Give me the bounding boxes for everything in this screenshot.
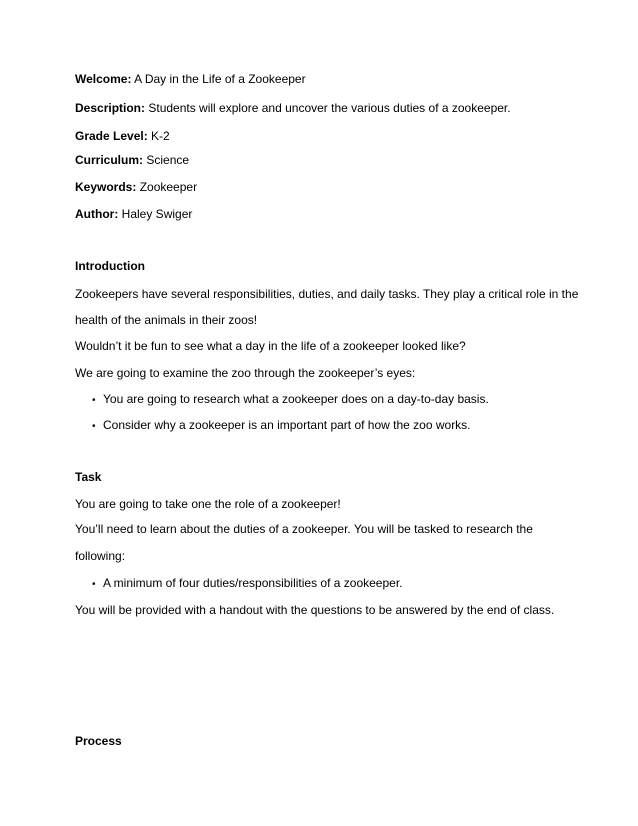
bullet-text: Consider why a zookeeper is an important part of how the zoo works. <box>103 418 471 432</box>
introduction-line: health of the animals in their zoos! <box>75 313 258 327</box>
task-closing-line: You will be provided with a handout with the questions to be answered by the end of class. <box>75 603 555 617</box>
task-line: You are going to take one the role of a zookeeper! <box>75 497 341 511</box>
description-row <box>75 101 511 115</box>
welcome-label: Welcome: <box>75 72 132 86</box>
introduction-line: We are going to examine the zoo through the zookeeper’s eyes: <box>75 366 416 380</box>
task-line: following: <box>75 549 126 563</box>
task-line: You’ll need to learn about the duties of a zookeeper. You will be tasked to research the <box>75 522 533 536</box>
introduction-bullet-item <box>92 418 471 434</box>
curriculum-label: Curriculum: <box>75 153 144 167</box>
introduction-line: Wouldn’t it be fun to see what a day in the life of a zookeeper looked like? <box>75 339 466 353</box>
curriculum-value: Science <box>146 153 190 167</box>
description-value: Students will explore and uncover the various duties of a zookeeper. <box>148 101 511 115</box>
grade-level-row <box>75 129 170 143</box>
grade-level-value: K-2 <box>151 129 170 143</box>
introduction-bullet-item <box>92 392 489 408</box>
keywords-row <box>75 180 197 194</box>
keywords-label: Keywords: <box>75 180 137 194</box>
process-heading: Process <box>75 734 122 748</box>
keywords-value: Zookeeper <box>139 180 198 194</box>
author-row <box>75 207 192 221</box>
author-value: Haley Swiger <box>121 207 193 221</box>
curriculum-row <box>75 153 189 167</box>
introduction-heading: Introduction <box>75 259 145 273</box>
bullet-text: You are going to research what a zookeeper does on a day-to-day basis. <box>103 392 489 406</box>
bullet-icon: • <box>92 421 96 432</box>
bullet-icon: • <box>92 395 96 406</box>
welcome-value: A Day in the Life of a Zookeeper <box>134 72 306 86</box>
author-label: Author: <box>75 207 119 221</box>
welcome-row <box>75 72 306 86</box>
task-heading: Task <box>75 470 102 484</box>
bullet-icon: • <box>92 579 96 590</box>
bullet-text: A minimum of four duties/responsibilities of a zookeeper. <box>103 576 403 590</box>
introduction-line: Zookeepers have several responsibilities, duties, and daily tasks. They play a critical role in the <box>75 287 579 301</box>
task-bullet-item <box>92 576 402 592</box>
grade-level-label: Grade Level: <box>75 129 148 143</box>
description-label: Description: <box>75 101 146 115</box>
